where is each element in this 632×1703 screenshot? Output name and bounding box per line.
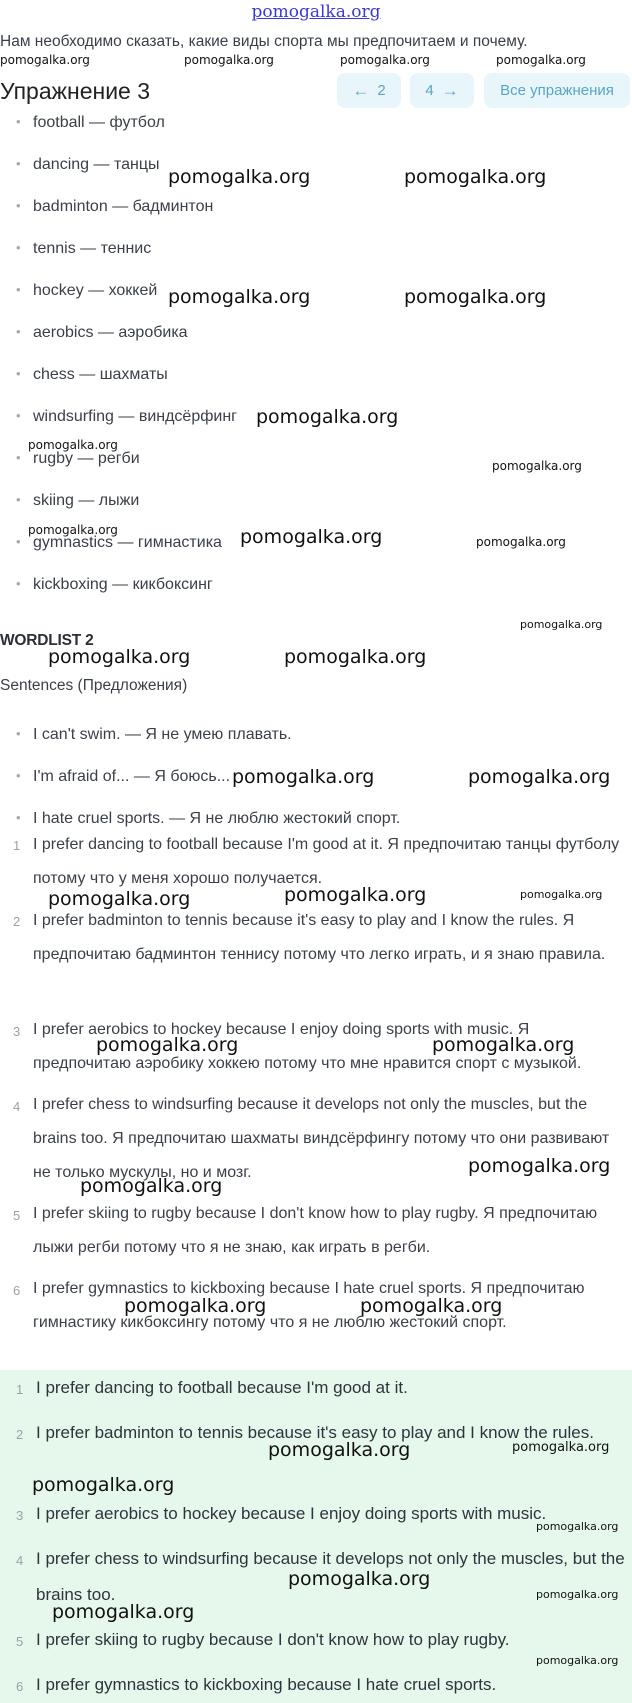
watermark: pomogalka.org bbox=[240, 526, 383, 548]
watermark: pomogalka.org bbox=[48, 646, 191, 668]
watermark: pomogalka.org bbox=[168, 286, 311, 308]
site-title-link[interactable]: pomogalka.org bbox=[251, 2, 381, 22]
translation-paragraph: I prefer chess to windsurfing because it develops not only the muscles, but the brains too. Я предпочитаю шахматы виндсёрфингу потому что они развивают не только мускулы, но и мозг. bbox=[33, 1096, 610, 1181]
sentence-item: • I hate cruel sports. — Я не люблю жестокий спорт. bbox=[33, 810, 400, 828]
vocab-item: • badminton — бадминтон bbox=[33, 198, 213, 216]
translation-paragraph: I prefer badminton to tennis because it's easy to play and I know the rules. Я предпочитаю бадминтон теннису потому что легко играть, и я знаю правила. bbox=[33, 912, 606, 963]
arrow-left-icon: ← bbox=[352, 80, 370, 100]
item-number: 1 bbox=[13, 838, 21, 853]
translation-paragraph: I prefer skiing to rugby because I don't know how to play rugby. Я предпочитаю лыжи регби потому что я не знаю, как играть в регби. bbox=[33, 1205, 598, 1256]
vocab-item: • windsurfing — виндсёрфинг bbox=[33, 408, 237, 426]
watermark: pomogalka.org bbox=[496, 53, 586, 67]
watermark: pomogalka.org bbox=[536, 1588, 619, 1601]
vocab-item: • rugby — регби bbox=[33, 450, 140, 468]
vocab-item: • gymnastics — гимнастика bbox=[33, 534, 222, 552]
answer-number: 5 bbox=[16, 1634, 24, 1649]
watermark: pomogalka.org bbox=[80, 1175, 223, 1197]
watermark: pomogalka.org bbox=[28, 438, 118, 452]
watermark: pomogalka.org bbox=[284, 646, 427, 668]
watermark: pomogalka.org bbox=[404, 286, 547, 308]
watermark: pomogalka.org bbox=[468, 1155, 611, 1177]
watermark: pomogalka.org bbox=[432, 1034, 575, 1056]
translation-paragraph: I prefer aerobics to hockey because I enjoy doing sports with music. Я предпочитаю аэробику хоккею потому что мне нравится спорт с музыкой. bbox=[33, 1021, 582, 1072]
watermark: pomogalka.org bbox=[284, 884, 427, 906]
answer-number: 2 bbox=[16, 1427, 24, 1442]
watermark: pomogalka.org bbox=[52, 1601, 195, 1623]
vocab-item: • kickboxing — кикбоксинг bbox=[33, 576, 213, 594]
vocab-item: • tennis — теннис bbox=[33, 240, 151, 258]
vocab-item: • hockey — хоккей bbox=[33, 282, 157, 300]
watermark: pomogalka.org bbox=[404, 166, 547, 188]
watermark: pomogalka.org bbox=[536, 1520, 619, 1533]
translation-paragraph: I prefer dancing to football because I'm good at it. Я предпочитаю танцы футболу потому что у меня хорошо получается. bbox=[33, 836, 620, 887]
watermark: pomogalka.org bbox=[48, 888, 191, 910]
item-number: 4 bbox=[13, 1099, 21, 1114]
item-number: 5 bbox=[13, 1208, 21, 1223]
watermark: pomogalka.org bbox=[168, 166, 311, 188]
answer-number: 6 bbox=[16, 1679, 24, 1694]
watermark: pomogalka.org bbox=[468, 766, 611, 788]
watermark: pomogalka.org bbox=[32, 1474, 175, 1496]
answer-item: I prefer chess to windsurfing because it develops not only the muscles, but the brains too. bbox=[36, 1549, 625, 1604]
item-number: 2 bbox=[13, 914, 21, 929]
prev-exercise-label: 2 bbox=[377, 82, 386, 99]
answer-item: I prefer badminton to tennis because it's easy to play and I know the rules. bbox=[36, 1423, 594, 1442]
answer-number: 3 bbox=[16, 1508, 24, 1523]
sentences-subheading: Sentences (Предложения) bbox=[0, 677, 188, 694]
watermark: pomogalka.org bbox=[340, 53, 430, 67]
watermark: pomogalka.org bbox=[184, 53, 274, 67]
watermark: pomogalka.org bbox=[520, 888, 603, 901]
wordlist-heading: WORDLIST 2 bbox=[0, 632, 94, 649]
next-exercise-label: 4 bbox=[425, 82, 434, 99]
vocab-item: • chess — шахматы bbox=[33, 366, 168, 384]
answer-item: I prefer aerobics to hockey because I enjoy doing sports with music. bbox=[36, 1504, 547, 1523]
answer-number: 1 bbox=[16, 1382, 24, 1397]
watermark: pomogalka.org bbox=[520, 618, 603, 631]
watermark: pomogalka.org bbox=[124, 1295, 267, 1317]
watermark: pomogalka.org bbox=[232, 766, 375, 788]
answer-item: I prefer skiing to rugby because I don't know how to play rugby. bbox=[36, 1630, 510, 1649]
translation-paragraph: I prefer gymnastics to kickboxing because I hate cruel sports. Я предпочитаю гимнастику кикбоксингу потому что я не люблю жестокий спорт. bbox=[33, 1280, 585, 1331]
vocab-item: • aerobics — аэробика bbox=[33, 324, 188, 342]
intro-text: Нам необходимо сказать, какие виды спорта мы предпочитаем и почему. bbox=[0, 33, 528, 50]
answer-item: I prefer dancing to football because I'm good at it. bbox=[36, 1378, 408, 1397]
watermark: pomogalka.org bbox=[536, 1654, 619, 1667]
sentence-item: • I'm afraid of... — Я боюсь... bbox=[33, 768, 230, 786]
watermark: pomogalka.org bbox=[360, 1295, 503, 1317]
watermark: pomogalka.org bbox=[268, 1439, 411, 1461]
sentence-item: • I can't swim. — Я не умею плавать. bbox=[33, 726, 292, 744]
watermark: pomogalka.org bbox=[512, 1440, 610, 1455]
watermark: pomogalka.org bbox=[96, 1034, 239, 1056]
page-title: Упражнение 3 bbox=[0, 78, 151, 104]
all-exercises-button[interactable]: Все упражнения bbox=[484, 73, 630, 108]
watermark: pomogalka.org bbox=[288, 1568, 431, 1590]
answer-number: 4 bbox=[16, 1553, 24, 1568]
watermark: pomogalka.org bbox=[256, 406, 399, 428]
item-number: 6 bbox=[13, 1283, 21, 1298]
arrow-right-icon: → bbox=[441, 80, 459, 100]
vocab-item: • skiing — лыжи bbox=[33, 492, 139, 510]
item-number: 3 bbox=[13, 1024, 21, 1039]
answer-item: I prefer gymnastics to kickboxing because I hate cruel sports. bbox=[36, 1675, 497, 1694]
vocab-item: • dancing — танцы bbox=[33, 156, 159, 174]
watermark: pomogalka.org bbox=[476, 535, 566, 549]
vocab-item: • football — футбол bbox=[33, 114, 165, 132]
watermark: pomogalka.org bbox=[28, 523, 118, 537]
watermark: pomogalka.org bbox=[0, 53, 90, 67]
watermark: pomogalka.org bbox=[492, 459, 582, 473]
